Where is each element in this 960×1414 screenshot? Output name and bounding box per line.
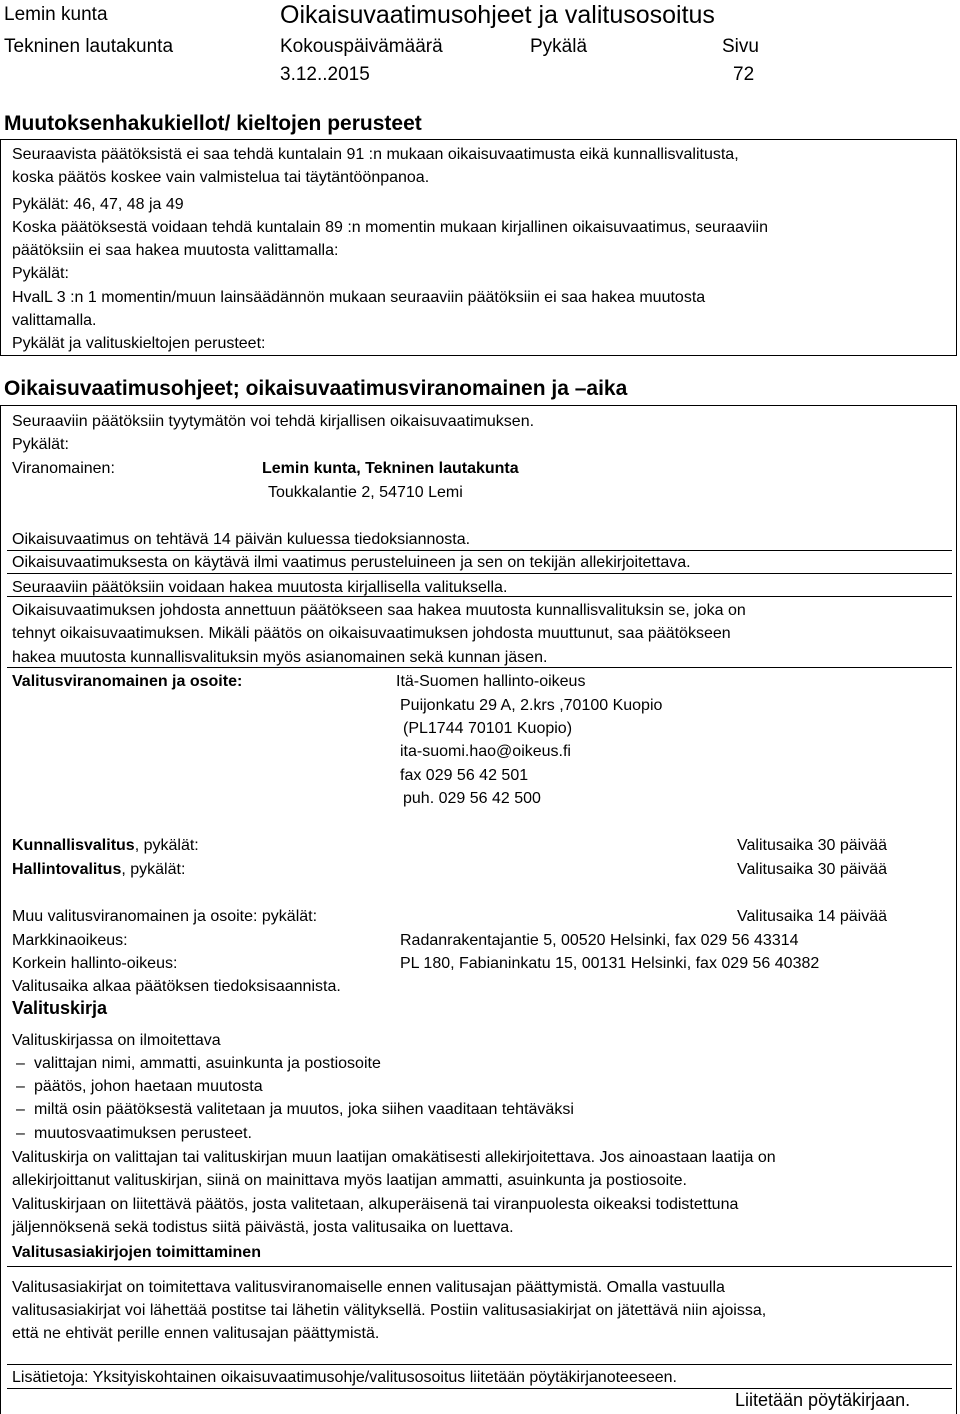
list-item: – päätös, johon haetaan muutosta	[16, 1078, 263, 1095]
other-authority-label: Muu valitusviranomainen ja osoite: pykälät:	[12, 908, 318, 925]
other-authority-time: Valitusaika 14 päivää	[737, 908, 888, 925]
authority-name: Lemin kunta, Tekninen lautakunta	[262, 460, 519, 477]
page-label: Sivu	[722, 36, 759, 57]
administrative-appeal-label	[12, 858, 185, 881]
rectification-content-note: Oikaisuvaatimuksesta on käytävä ilmi vaatimus perusteluineen ja sen on tekijän allekirjoitettava.	[12, 554, 691, 571]
signature-line-1: Valituskirja on valittajan tai valituskirjan muun laatijan omakätisesti allekirjoitettava. Jos ainoastaan laatija on	[12, 1149, 776, 1166]
divider	[7, 1364, 952, 1365]
municipal-appeal-label	[12, 834, 199, 857]
attachment-line-1: Valituskirjaan on liitettävä päätös, josta valitetaan, alkuperäisenä tai viranpuolesta oikeaksi todistettuna	[12, 1196, 739, 1213]
ban-line-2: koska päätös koskee vain valmistelua tai täytäntöönpanoa.	[12, 169, 430, 186]
divider	[7, 596, 952, 597]
meeting-date-label: Kokouspäivämäärä	[280, 36, 443, 57]
appeal-authority-po-box: (PL1744 70101 Kuopio)	[403, 720, 573, 737]
list-item: – muutosvaatimuksen perusteet.	[16, 1125, 252, 1142]
document-title: Oikaisuvaatimusohjeet ja valitusosoitus	[280, 1, 715, 29]
ban-line-1: Seuraavista päätöksistä ei saa tehdä kuntalain 91 :n mukaan oikaisuvaatimusta eikä kunnallisvalitusta,	[12, 146, 739, 163]
administrative-appeal-time: Valitusaika 30 päivää	[737, 861, 888, 878]
ban-sections-preparation: Pykälät: 46, 47, 48 ja 49	[12, 196, 184, 213]
page-number: 72	[733, 64, 755, 85]
appeal-authority-phone: puh. 029 56 42 500	[403, 790, 541, 807]
list-item: – valittajan nimi, ammatti, asuinkunta ja postiosoite	[16, 1055, 381, 1072]
additional-info: Lisätietoja: Yksityiskohtainen oikaisuvaatimusohje/valitusosoitus liitetään pöytäkirjanoteeseen.	[12, 1369, 677, 1386]
meeting-date: 3.12..2015	[280, 64, 370, 85]
delivery-line-3: että ne ehtivät perille ennen valitusajan päättymistä.	[12, 1325, 380, 1342]
board-name: Tekninen lautakunta	[4, 36, 174, 57]
appeal-authority-fax: fax 029 56 42 501	[400, 767, 529, 784]
appeal-authority-email: ita-suomi.hao@oikeus.fi	[400, 743, 571, 760]
section-label: Pykälä	[530, 36, 588, 57]
ban-line-4: Koska päätöksestä voidaan tehdä kuntalain 89 :n momentin mukaan kirjallinen oikaisuvaatimus, seuraaviin	[12, 219, 768, 236]
municipal-appeal-bold: Kunnallisvalitus	[12, 837, 135, 854]
signature-line-2: allekirjoittanut valituskirjan, siinä on mainittava myös laatijan ammatti, asuinkunta ja postiosoite.	[12, 1172, 687, 1189]
delivery-line-2: valitusasiakirjat voi lähettää postitse tai lähetin välityksellä. Postiin valitusasiakirjat on jätettävä niin ajoissa,	[12, 1302, 767, 1319]
appeal-right-line-1: Oikaisuvaatimuksen johdosta annettuun päätökseen saa hakea muutosta kunnallisvalituksin se, joka on	[12, 602, 746, 619]
supreme-admin-court-label: Korkein hallinto-oikeus:	[12, 955, 178, 972]
appeal-intro: Seuraaviin päätöksiin voidaan hakea muutosta kirjallisella valituksella.	[12, 579, 508, 596]
authority-label: Viranomainen:	[12, 460, 115, 477]
appeal-right-line-3: hakea muutosta kunnallisvalituksin myös asianomainen sekä kunnan jäsen.	[12, 649, 548, 666]
authority-address: Toukkalantie 2, 54710 Lemi	[268, 484, 463, 501]
delivery-title: Valitusasiakirjojen toimittaminen	[12, 1244, 261, 1261]
divider	[7, 1388, 952, 1389]
divider	[7, 1266, 952, 1267]
municipal-appeal-rest: , pykälät:	[134, 837, 199, 854]
market-court-label: Markkinaoikeus:	[12, 932, 128, 949]
attached-note: Liitetään pöytäkirjaan.	[735, 1390, 911, 1410]
appeal-authority-label: Valitusviranomainen ja osoite:	[12, 673, 243, 690]
municipality-name: Lemin kunta	[4, 4, 108, 25]
ban-sections-rectification: Pykälät:	[12, 265, 69, 282]
list-item: – miltä osin päätöksestä valitetaan ja muutos, joka siihen vaaditaan tehtäväksi	[16, 1101, 574, 1118]
administrative-appeal-rest: , pykälät:	[121, 861, 186, 878]
rectification-section-title: Oikaisuvaatimusohjeet; oikaisuvaatimusviranomainen ja –aika	[4, 377, 628, 400]
appeal-letter-title: Valituskirja	[12, 998, 108, 1018]
market-court-address: Radanrakentajantie 5, 00520 Helsinki, fax 029 56 43314	[400, 932, 799, 949]
attachment-line-2: jäljennöksenä sekä todistus siitä päivästä, josta valitusaika on luettava.	[12, 1219, 514, 1236]
rectification-time: Oikaisuvaatimus on tehtävä 14 päivän kuluessa tiedoksiannosta.	[12, 531, 471, 548]
rectification-line-1: Seuraaviin päätöksiin tyytymätön voi tehdä kirjallisen oikaisuvaatimuksen.	[12, 413, 535, 430]
appeal-authority-name: Itä-Suomen hallinto-oikeus	[396, 673, 586, 690]
administrative-appeal-bold: Hallintovalitus	[12, 861, 122, 878]
appeal-time-start: Valitusaika alkaa päätöksen tiedoksisaannista.	[12, 978, 341, 995]
divider	[7, 573, 952, 574]
municipal-appeal-time: Valitusaika 30 päivää	[737, 837, 888, 854]
rectification-sections: Pykälät:	[12, 436, 69, 453]
delivery-line-1: Valitusasiakirjat on toimitettava valitusviranomaiselle ennen valitusajan päättymistä. Omalla vastuulla	[12, 1279, 725, 1296]
supreme-admin-court-address: PL 180, Fabianinkatu 15, 00131 Helsinki, fax 029 56 40382	[400, 955, 820, 972]
ban-line-8: valittamalla.	[12, 312, 97, 329]
appeal-letter-intro: Valituskirjassa on ilmoitettava	[12, 1032, 221, 1049]
appeal-right-line-2: tehnyt oikaisuvaatimuksen. Mikäli päätös on oikaisuvaatimuksen johdosta muuttunut, saa päätökseen	[12, 625, 731, 642]
divider	[7, 667, 952, 668]
ban-line-7: HvalL 3 :n 1 momentin/muun lainsäädännön mukaan seuraaviin päätöksiin ei saa hakea muutosta	[12, 289, 706, 306]
appeal-authority-address: Puijonkatu 29 A, 2.krs ,70100 Kuopio	[400, 697, 663, 714]
ban-section-title: Muutoksenhakukiellot/ kieltojen perusteet	[4, 112, 422, 135]
ban-sections-grounds: Pykälät ja valituskieltojen perusteet:	[12, 335, 266, 352]
ban-line-5: päätöksiin ei saa hakea muutosta valittamalla:	[12, 242, 339, 259]
